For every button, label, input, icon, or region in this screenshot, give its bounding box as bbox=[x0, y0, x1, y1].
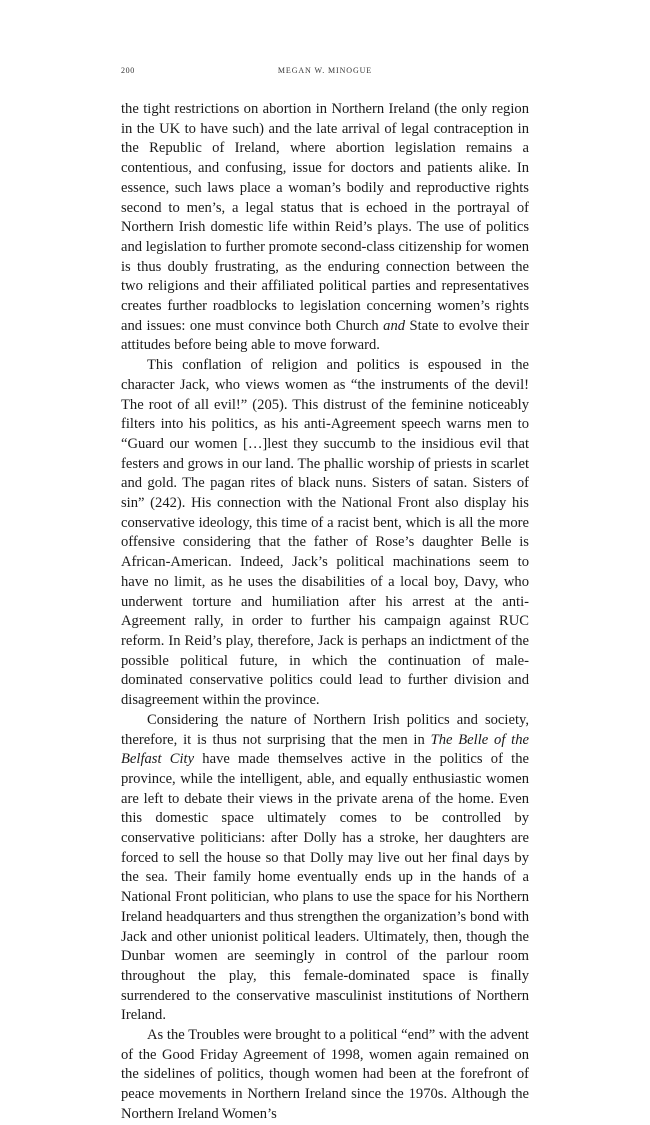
text-run: This conflation of religion and politics is espoused in the character Jack, who views women as “the instruments of the devil! The root of all evil!” (205). This distrust of the feminine noticeably filters into his politics, as his anti-Agreement speech warns men to “Guard our women […]lest they succumb to the insidious evil that festers and grows in our land. The phallic worship of priests in scarlet and gold. The pagan rites of black nuns. Sisters of satan. Sisters of sin” (242). His connection with the National Front also display his conservative ideology, this time of a racist bent, which is all the more offensive considering that the father of Rose’s daughter Belle is African-American. Indeed, Jack’s political machinations seem to have no limit, as he uses the disabilities of a local boy, Davy, who underwent torture and humiliation after his arrest at the anti-Agreement rally, in order to further his campaign against RUC reform. In Reid’s play, therefore, Jack is perhaps an indictment of the possible political future, in which the continuation of male-dominated conservative politics could lead to further division and disagreement within the province. bbox=[121, 357, 529, 709]
body-paragraph bbox=[121, 356, 529, 711]
running-title-author: MEGAN W. MINOGUE bbox=[277, 66, 373, 75]
italic-text: and bbox=[383, 317, 406, 334]
body-paragraph bbox=[121, 711, 529, 1026]
body-paragraph bbox=[121, 100, 529, 356]
text-run: Considering the nature of Northern Irish politics and society, therefore, it is thus not surprising that the men in bbox=[121, 711, 529, 748]
text-run: State to evolve their attitudes before being able to move forward. bbox=[121, 317, 529, 354]
text-run: As the Troubles were brought to a political “end” with the advent of the Good Friday Agreement of 1998, women again remained on the sidelines of politics, though women had been at the forefront of peace movements in Northern Ireland since the 1970s. Although the Northern Ireland Women’s bbox=[121, 1027, 529, 1122]
body-text bbox=[121, 100, 529, 1125]
body-paragraph bbox=[121, 1026, 529, 1125]
page-number: 200 bbox=[121, 66, 135, 75]
italic-text: The Belle of the Belfast City bbox=[121, 731, 529, 768]
text-run: have made themselves active in the politics of the province, while the intelligent, able, and equally enthusiastic women are left to debate their views in the private arena of the home. Even this domestic space ultimately comes to be controlled by conservative politicians: after Dolly has a stroke, her daughters are forced to sell the house so that Dolly may live out her final days by the sea. Their family home eventually ends up in the hands of a National Front politician, who plans to use the space for his Northern Ireland headquarters and thus strengthen the organization’s bond with Jack and other unionist political leaders. Ultimately, then, though the Dunbar women are seemingly in control of the parlour room throughout the play, this female-dominated space is finally surrendered to the conservative masculinist institutions of Northern Ireland. bbox=[121, 751, 529, 1024]
text-run: the tight restrictions on abortion in Northern Ireland (the only region in the UK to have such) and the late arrival of legal contraception in the Republic of Ireland, where abortion legislation remains a contentious, and confusing, issue for doctors and patients alike. In essence, such laws place a woman’s bodily and reproductive rights second to men’s, a legal status that is echoed in the portrayal of Northern Irish domestic life within Reid’s plays. The use of politics and legislation to further promote second-class citizenship for women is thus doubly frustrating, as the enduring connection between the two religions and their affiliated political parties and representatives creates further roadblocks to legislation concerning women’s rights and issues: one must convince both Church bbox=[121, 101, 529, 334]
running-head bbox=[121, 66, 529, 80]
